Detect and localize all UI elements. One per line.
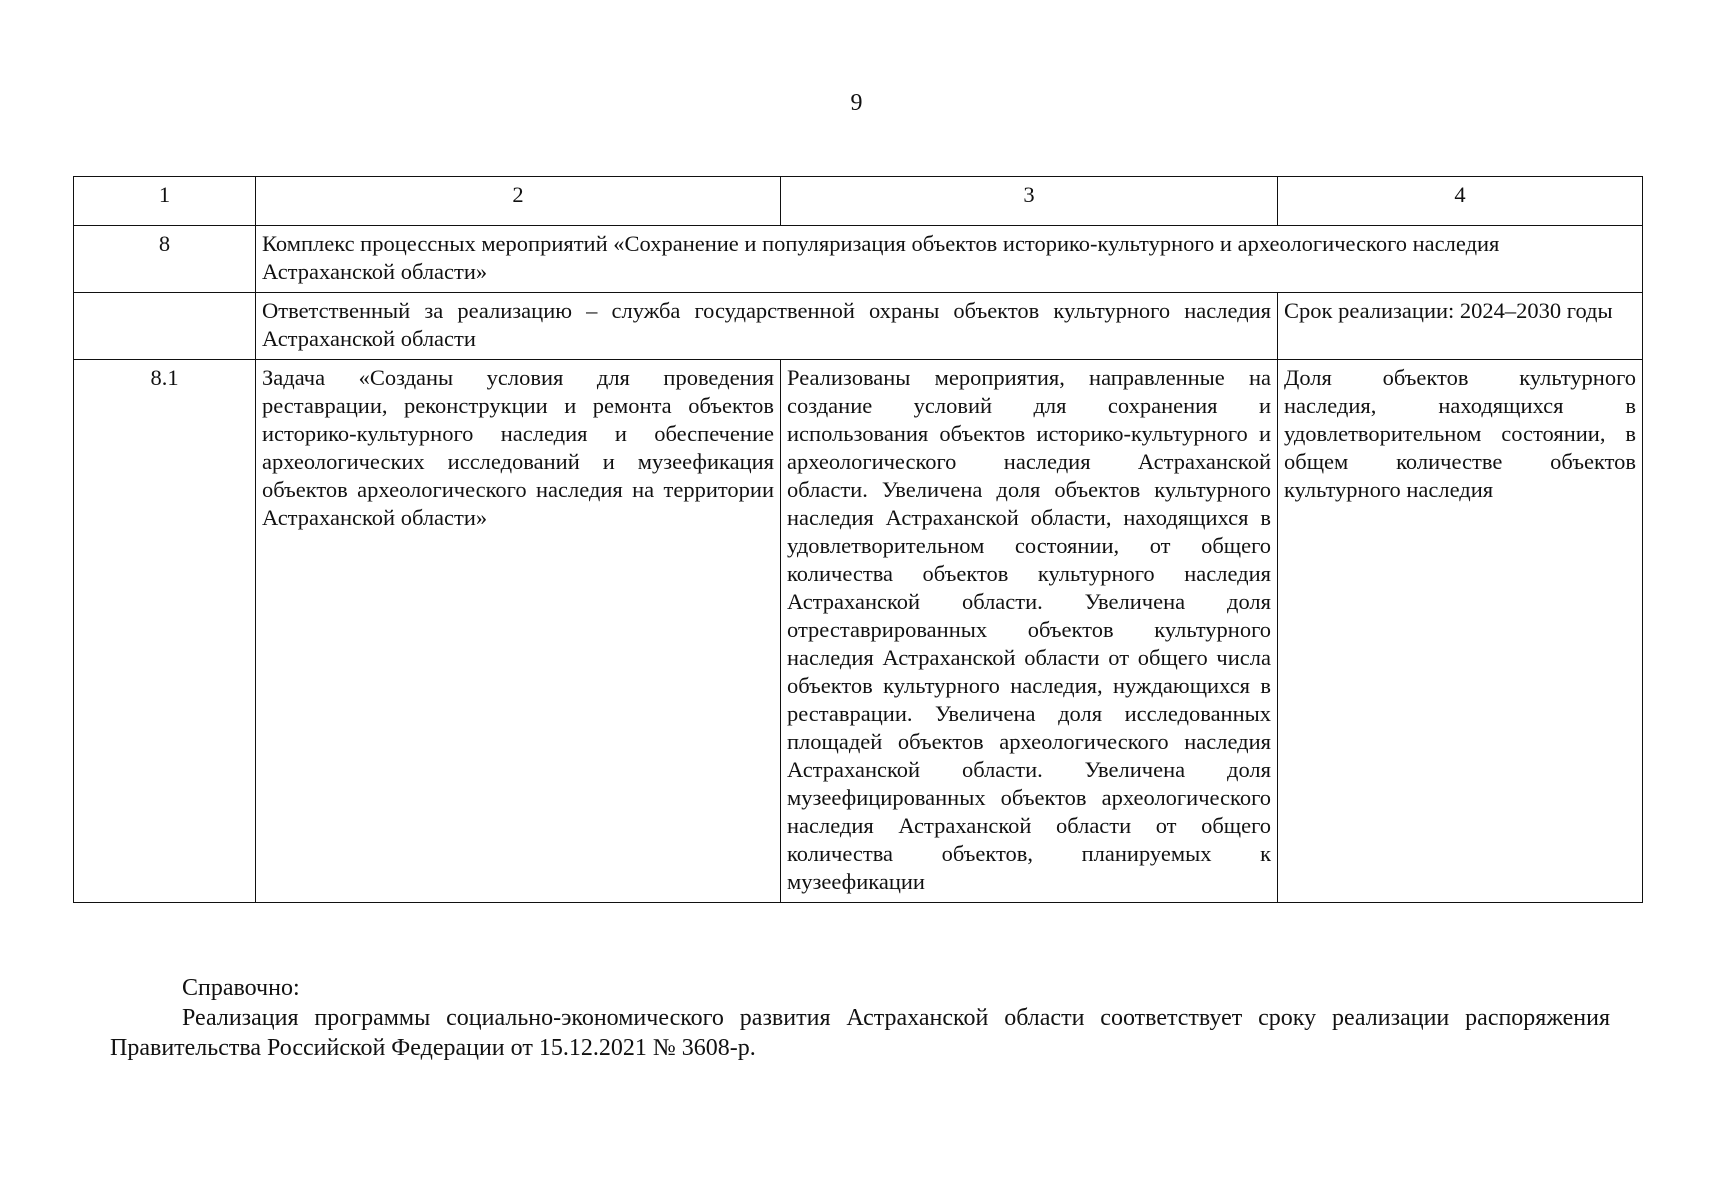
implementation-term: Срок реализации: 2024–2030 годы: [1278, 293, 1643, 360]
header-col-2: 2: [256, 177, 781, 226]
indicator-cell: Доля объектов культурного наследия, находящихся в удовлетворительном состоянии, в общем количестве объектов культурного наследия: [1278, 360, 1643, 903]
responsible-text: Ответственный за реализацию – служба государственной охраны объектов культурного наследия Астраханской области: [256, 293, 1278, 360]
task-cell: Задача «Созданы условия для проведения реставрации, реконструкции и ремонта объектов историко-культурного наследия и обеспечение археологических исследований и музеефикация объектов археологического наследия на территории Астраханской области»: [256, 360, 781, 903]
table-row: [74, 360, 1643, 903]
reference-title: Справочно:: [182, 975, 300, 1001]
responsible-row: [74, 293, 1643, 360]
reference-text: Реализация программы социально-экономического развития Астраханской области соответствует сроку реализации распоряжения Правительства Российской Федерации от 15.12.2021 № 3608-р.: [110, 1005, 1610, 1061]
row-number: 8.1: [74, 360, 256, 903]
responsible-empty-cell: [74, 293, 256, 360]
header-col-3: 3: [781, 177, 1278, 226]
measures-table: [73, 176, 1643, 903]
page-number: 9: [850, 90, 863, 116]
reference-note: [110, 973, 1610, 1063]
header-col-4: 4: [1278, 177, 1643, 226]
section-number: 8: [74, 226, 256, 293]
section-row: [74, 226, 1643, 293]
section-title: Комплекс процессных мероприятий «Сохранение и популяризация объектов историко-культурного и археологического наследия Астраханской области»: [256, 226, 1643, 293]
table-header-row: [74, 177, 1643, 226]
result-cell: Реализованы мероприятия, направленные на создание условий для сохранения и использования объектов историко-культурного и археологического наследия Астраханской области. Увеличена доля объектов культурного наследия Астраханской области, находящихся в удовлетворительном состоянии, от общего количества объектов культурного наследия Астраханской области. Увеличена доля отреставрированных объектов культурного наследия Астраханской области от общего числа объектов культурного наследия, нуждающихся в реставрации. Увеличена доля исследованных площадей объектов археологического наследия Астраханской области. Увеличена доля музеефицированных объектов археологического наследия Астраханской области от общего количества объектов, планируемых к музеефикации: [781, 360, 1278, 903]
header-col-1: 1: [74, 177, 256, 226]
